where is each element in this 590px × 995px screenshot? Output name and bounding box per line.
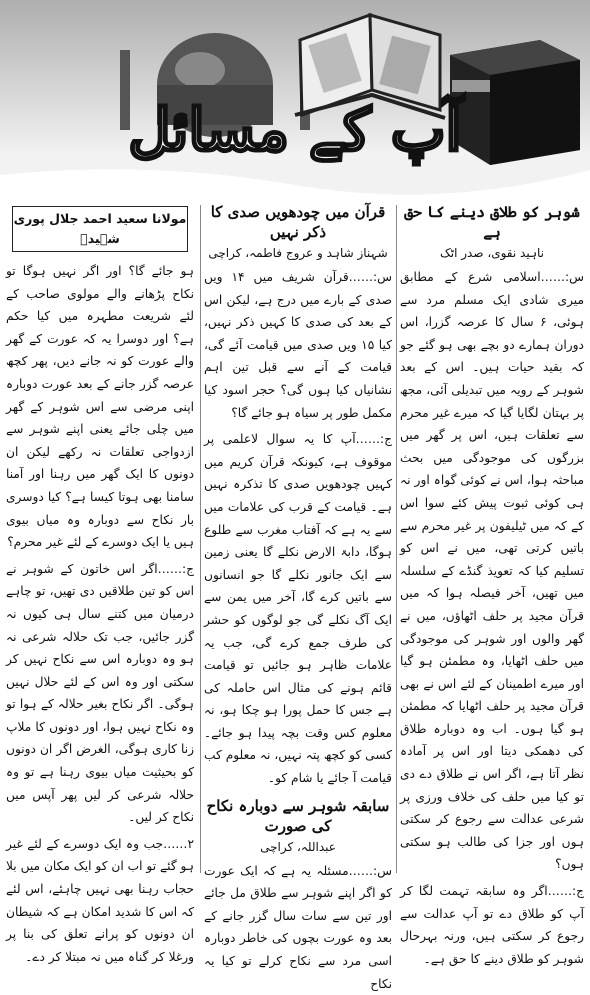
article-title: سابقہ شوہر سے دوبارہ نکاح کی صورت (206, 796, 390, 835)
column-right (400, 200, 585, 966)
article-title: شوہر کو طلاق دینے کا حق ہے (404, 203, 580, 241)
question-paragraph: س:……قرآن شریف میں ۱۴ ویں صدی کے بارے میں درج ہے، لیکن اس کے بعد کی صدی کا کہیں ذکر نہیں، کیا ۱۵ ویں صدی میں قیامت آئے گی، قیامت کے آنے سے قبل تین اہم نشانیاں کیا ہوں گی؟ حجر اسود کیا مکمل طور پر سیاہ ہو جائے گا؟ (204, 270, 393, 420)
question-paragraph: س:……مسئلہ یہ ہے کہ ایک عورت کو اگر اپنے شوہر سے طلاق مل جائے اور تین سے سات سال گزر جانے کے بعد وہ عورت بچوں کی خاطر دوبارہ اسی مرد سے نکاح کرلے تو کیا یہ نکاح (204, 863, 392, 991)
answer-paragraph: ج:……آپ کا یہ سوال لاعلمی پر موقوف ہے، کیونکہ قرآن کریم میں کہیں چودھویں صدی کا تذکرہ نہیں ہے۔ قیامت کے قرب کی علامات میں سے یہ ہے کہ آفتاب مغرب سے طلوع ہوگا، دابۃ الارض نکلے گا یعنی زمین سے ایک جانور نکلے گا جو انسانوں سے باتیں کرے گا، آخر میں یمن سے ایک آگ نکلے گی جو لوگوں کو حشر کی طرف جمع کرے گی، جب یہ علامات ظاہر ہو جائیں تو قیامت قائم ہونے کی مثال اس حاملہ کی ہے جس کا حمل پورا ہو چکا ہو، نہ معلوم کس وقت بچہ پیدا ہو جائے۔ کسی کو کچھ پتہ نہیں، نہ معلوم کب قیامت آ جائے یا شام کو۔ (204, 432, 392, 786)
article-byline: عبداللہ، کراچی (260, 839, 336, 854)
banner-title: آپ کے مسائل (128, 96, 462, 164)
column-divider (396, 205, 397, 873)
header-banner (0, 0, 590, 200)
column-divider (200, 205, 201, 873)
question-continuation: ہو جائے گا؟ اور اگر نہیں ہوگا تو نکاح پڑھانے والے مولوی صاحب کے لئے شریعت مطہرہ میں کیا حکم ہے؟ اور دوسرا یہ کہ عورت کے گھر والے عورت کو نہ جانے دیں، پھر کچھ عرصہ گزر جانے کے بعد عورت دوبارہ اپنی مرضی سے اس شوہر کے گھر میں چلی جائے یعنی اپنے شوہر سے ازدواجی تعلقات نہ رکھے لیکن ان دونوں کا ایک گھر میں رہنا اور آمنا سامنا بھی ہوتا کیسا ہے؟ کیا دوسری بار نکاح سے دوبارہ وہ میاں بیوی ہیں یا ایک دوسرے کے لئے غیر محرم؟ (6, 264, 194, 550)
question-paragraph: س:……اسلامی شرع کے مطابق میری شادی ایک مسلم مرد سے ہوئی، ۶ سال کا عرصہ گزرا، اس دوران ہمارے دو بچے بھی ہو گئے جو کہ بقید حیات ہیں۔ اس کے بعد شوہر کے رویہ میں تبدیلی آئی، مجھ پر بہتان لگایا گیا کہ میرے غیر محرم سے تعلقات ہیں، اس پر گھر میں بزرگوں کی موجودگی میں بحث مباحثہ ہوا، اس نے کوئی گواہ اور نہ ہی کوئی ثبوت پیش کئے سوا اس کے کہ میں ٹیلیفون پر غیر محرم سے باتیں کرتی تھی، میں نے اس کو تسلیم کیا کہ تعویذ گنڈے کے سلسلہ میں تھیں، آخر فیصلہ ہوا کہ میں قرآن مجید پر حلف اٹھاؤں، میں نے گھر والوں اور شوہر کی موجودگی میں حلف اٹھایا، وہ مطمئن ہو گیا اور میرے اطمینان کے لئے اس نے بھی قرآن مجید پر حلف اٹھایا کہ مطمئن ہو گیا ہوں۔ اب وہ دوبارہ طلاق کی دھمکی دیتا اور اس پر آمادہ نظر آتا ہے، اگر اس نے طلاق دے دی تو کیا میں حلف کی خلاف ورزی پر شرعی عدالت سے رجوع کر سکتی ہوں اور جزا کی طالب ہو سکتی ہوں؟ (400, 270, 585, 872)
kaaba-icon (450, 40, 580, 165)
answer-paragraph: ج:……اگر اس خاتون کے شوہر نے اس کو تین طلاقیں دی تھیں، تو چاہے درمیان میں کتنے سال ہی کیوں نہ گزر جائیں، جب تک حلالہ شرعی نہ ہو وہ دوبارہ اس سے نکاح نہیں کر سکتی اور وہ اس کے لئے حلال نہیں ہوگی۔ اگر نکاح بغیر حلالہ کے ہوا تو وہ نکاح نہیں ہوا، اور دونوں کا ملاپ زنا کاری ہوگی، الغرض اگر ان دونوں کو بحیثیت میاں بیوی رہنا ہے تو وہ حلالہ شرعی کر لیں پھر آپس میں نکاح کر لیں۔ (6, 561, 194, 825)
answer-paragraph: ۲……جب وہ ایک دوسرے کے لئے غیر ہو گئے تو اب ان کو ایک مکان میں بلا حجاب رہنا بھی نہیں چاہئے، اس لئے کہ اس کا شدید امکان ہے کہ شیطان ان دونوں کو پرانے تعلق کی بنا پر ورغلا کر گناہ میں نہ مبتلا کر دے۔ (6, 836, 194, 964)
article-byline: شہناز شاہد و عروج فاطمہ، کراچی (208, 246, 388, 260)
answer-paragraph: ج:……اگر وہ سابقہ تہمت لگا کر آپ کو طلاق دے تو آپ عدالت سے رجوع کر سکتی ہیں، ورنہ بہرحال شوہر کو طلاق دینے کا حق ہے۔ (400, 884, 584, 966)
article-byline: ناہید نقوی، صدر اٹک (440, 246, 544, 260)
column-left (6, 200, 194, 964)
column-middle (204, 200, 393, 991)
article-title: قرآن میں چودھویں صدی کا ذکر نہیں (210, 203, 386, 241)
author-name-box: مولانا سعید احمد جلال پوری شہیدؒ (12, 206, 188, 252)
